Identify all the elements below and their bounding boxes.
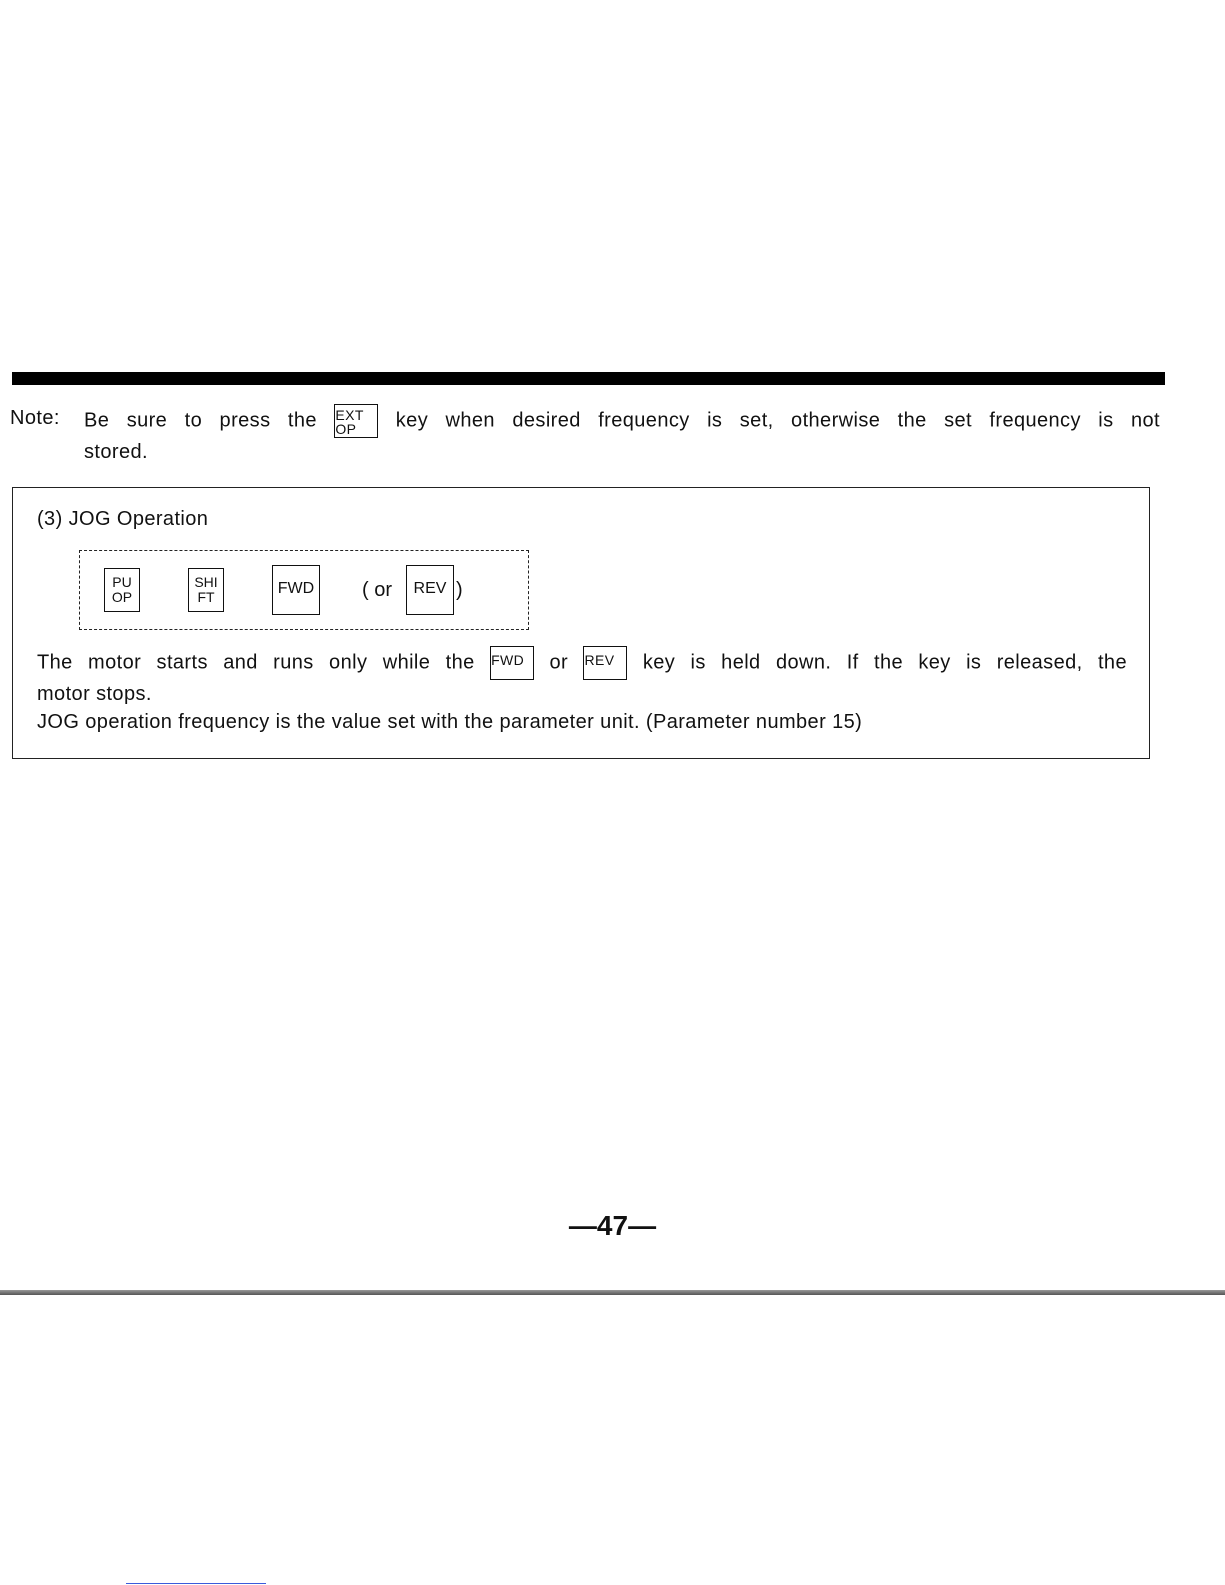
footer-rule <box>0 1290 1225 1295</box>
shift-key-top: SHI <box>194 574 218 590</box>
note-label: Note: <box>10 407 60 429</box>
header-rule <box>12 372 1165 385</box>
note-text-before: Be sure to press the <box>84 409 317 432</box>
section-title: (3) JOG Operation <box>37 508 209 530</box>
shift-key-icon <box>188 568 224 612</box>
paragraph-1-continuation: motor stops. <box>37 683 152 705</box>
edge-mark <box>126 1583 266 1584</box>
or-text: ( or <box>362 578 392 601</box>
para1-after: key is held down. If the key is released, the <box>642 651 1127 674</box>
page-number: —47— <box>568 1210 657 1241</box>
note-continuation: stored. <box>84 441 148 463</box>
ext-key-bottom: OP <box>335 421 357 437</box>
key-sequence <box>104 565 463 615</box>
close-paren: ) <box>456 578 463 601</box>
ext-op-key-icon <box>334 404 378 438</box>
fwd-key-icon: FWD <box>272 565 320 615</box>
rev-inline-key-icon: REV <box>583 646 627 680</box>
fwd-inline-key-icon: FWD <box>490 646 534 680</box>
rev-key-icon: REV <box>406 565 454 615</box>
pu-op-key-icon <box>104 568 140 612</box>
pu-key-bottom: OP <box>111 589 133 605</box>
shift-key-bottom: FT <box>197 589 215 605</box>
jog-description <box>37 646 1127 736</box>
paragraph-2: JOG operation frequency is the value set with the parameter unit. (Parameter number 15) <box>37 711 863 733</box>
ext-key-top: EXT <box>335 407 364 423</box>
note-block <box>10 404 1160 466</box>
key-sequence-frame <box>79 550 529 630</box>
pu-key-top: PU <box>112 574 132 590</box>
note-text <box>84 404 1160 438</box>
paragraph-1 <box>37 646 1127 680</box>
jog-operation-box <box>12 487 1150 759</box>
note-text-after: key when desired frequency is set, otherwise the set frequency is not <box>395 409 1160 432</box>
para1-before: The motor starts and runs only while the <box>37 651 475 674</box>
para1-or: or <box>549 651 569 674</box>
